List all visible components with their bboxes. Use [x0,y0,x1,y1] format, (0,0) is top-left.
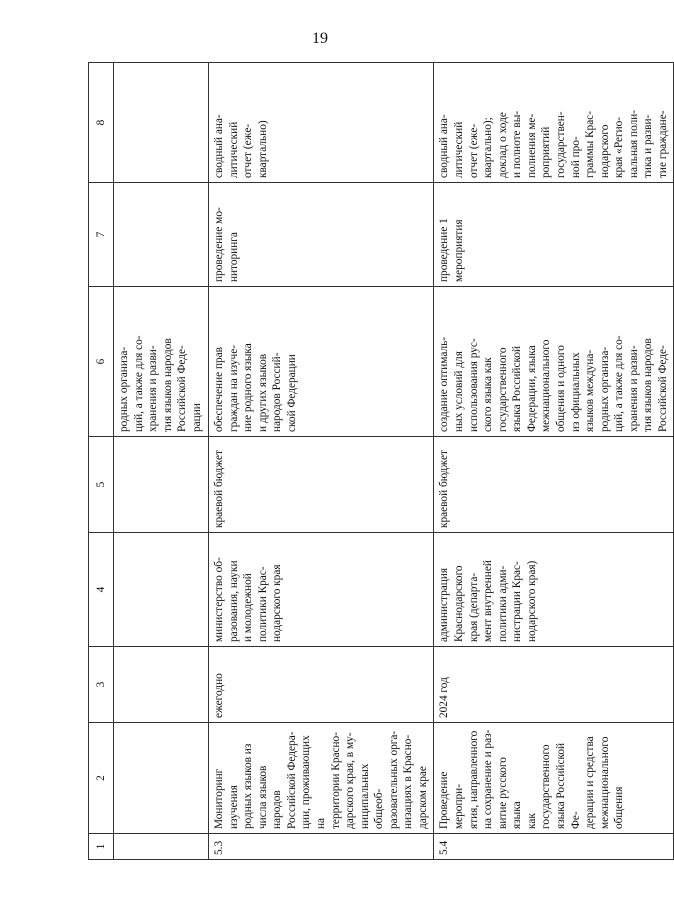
cell-source: краевой бюджет [434,437,674,533]
cell-indicator: проведение мо- ниторинга [209,183,434,287]
header-col-7: 7 [89,183,114,287]
header-col-8: 8 [89,63,114,183]
cell-number: 5.3 [209,834,434,860]
cell-term: ежегодно [209,647,434,723]
program-measures-table [88,62,674,860]
cell-result: родных организа- ций, а также для со- хранения и разви- тия языков народов Российской Феде- рации [114,287,209,437]
header-col-4: 4 [89,533,114,647]
header-col-2: 2 [89,723,114,834]
header-col-1: 1 [89,834,114,860]
header-col-5: 5 [89,437,114,533]
cell-measure: Мониторинг изучения родных языков из числа языков народов Российской Федера- ции, проживающих на территории Красно- дарского края, в му- ниципальных общеоб- разовательных орга- низациях в Красно- дарском крае [209,723,434,834]
cell-executor: администрация Краснодарского края (департа- мент внутренней политики адми- нистрации Крас- нодарского края) [434,533,674,647]
cell-measure: Проведение меропри- ятия, направленного на сохранение и раз- витие русского языка как государственного языка Российской Фе- дерации и средства межнационального общения [434,723,674,834]
table-row-continuation [114,63,209,860]
table-row [209,63,434,860]
cell-empty [114,183,209,287]
cell-empty [114,63,209,183]
page-number: 19 [312,30,328,47]
cell-executor: министерство об- разования, науки и молодежной политики Крас- нодарского края [209,533,434,647]
cell-result: создание оптималь- ных условий для использования рус- ского языка как государственного языка Российской Федерации, языка межнационального общения и одного из официальных языков междуна- родных организа- ций, а также для со- хранения и разви- тия языков народов Российской Феде- [434,287,674,437]
cell-empty [114,834,209,860]
table-rotated-wrapper [88,63,669,860]
header-col-6: 6 [89,287,114,437]
cell-empty [114,533,209,647]
cell-term: 2024 год [434,647,674,723]
cell-report: сводный ана- литический отчет (еже- квартально) [209,63,434,183]
header-row [89,63,114,860]
table-container [88,63,669,860]
table-row [434,63,674,860]
cell-report: сводный ана- литический отчет (еже- квартально); доклад о ходе и полноте вы- полнения ме- роприятий государствен- ной про- граммы Крас- нодарского края «Регио- нальная поли- тика и разви- тие граждане- [434,63,674,183]
cell-indicator: проведение 1 мероприятия [434,183,674,287]
cell-empty [114,647,209,723]
header-col-3: 3 [89,647,114,723]
cell-empty [114,437,209,533]
cell-number: 5.4 [434,834,674,860]
cell-empty [114,723,209,834]
cell-result: обеспечение прав граждан на изуче- ние родного языка и других языков народов Россий- ской Федерации [209,287,434,437]
cell-source: краевой бюджет [209,437,434,533]
